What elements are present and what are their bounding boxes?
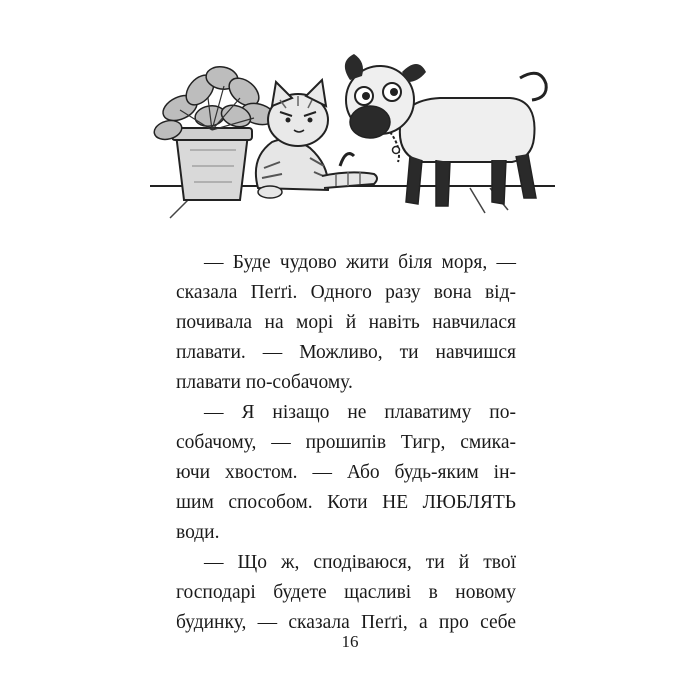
text-line: ючи хвостом. — Або будь-яким ін- — [176, 462, 516, 483]
paragraph-2 — [176, 398, 516, 548]
text-line: будинку, — сказала Пеґґі, а про себе — [176, 612, 516, 633]
text-line: — Буде чудово жити біля моря, — — [204, 252, 516, 273]
text-line: — Що ж, сподіваюся, ти й твої — [204, 552, 516, 573]
story-text — [176, 248, 516, 638]
paragraph-1 — [176, 248, 516, 398]
text-line: сказала Пеґґі. Одного разу вона від- — [176, 282, 516, 303]
text-line: господарі будете щасливі в новому — [176, 582, 516, 603]
text-line: почивала на морі й навіть навчилася — [176, 312, 516, 333]
text-line: — Я нізащо не плаватиму по- — [204, 402, 516, 423]
text-line: плавати по-собачому. — [176, 372, 353, 393]
illustration — [140, 38, 560, 228]
page-number: 16 — [341, 632, 359, 651]
text-line: води. — [176, 522, 220, 543]
text-line: шим способом. Коти НЕ ЛЮБЛЯТЬ — [176, 492, 516, 513]
text-line: собачому, — прошипів Тигр, смика- — [176, 432, 516, 453]
paragraph-3 — [176, 548, 516, 638]
text-line: плавати. — Можливо, ти навчишся — [176, 342, 516, 363]
